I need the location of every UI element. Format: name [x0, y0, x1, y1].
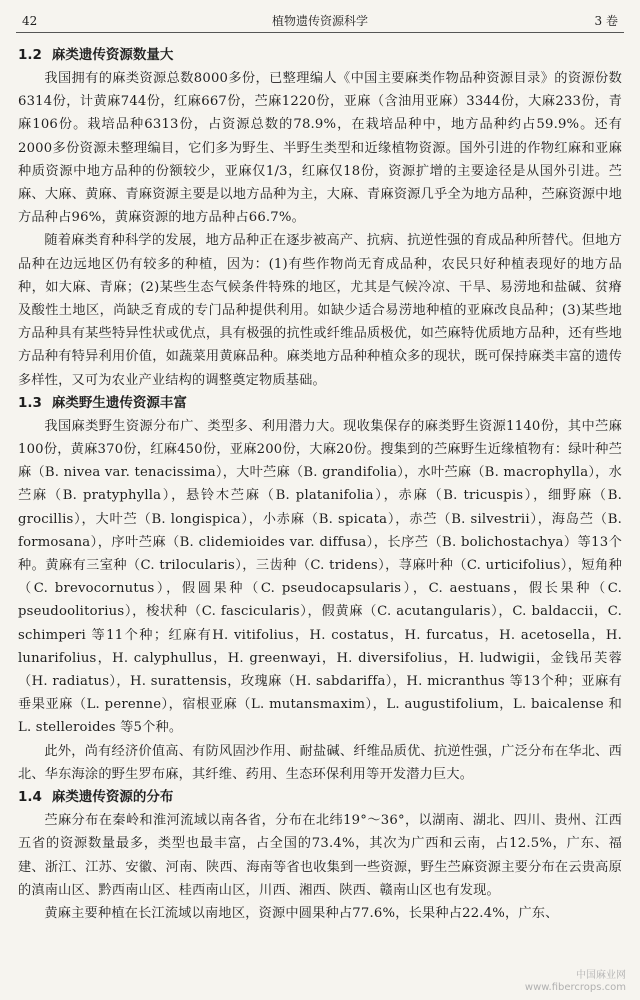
- section-title: 麻类遗传资源的分布: [51, 789, 174, 806]
- section-number: 1.3: [18, 394, 42, 411]
- paragraph: 此外，尚有经济价值高、有防风固沙作用、耐盐碱、纤维品质优、抗逆性强，广泛分布在华北、西北、华东海涂的野生罗布麻，其纤维、药用、生态环保利用等开发潜力巨大。: [18, 743, 622, 782]
- paragraph: 我国拥有的麻类资源总数8000多份，已整理编人《中国主要麻类作物品种资源目录》的资源份数6314份，计黄麻744份，红麻667份，苎麻1220份，亚麻（含油用亚麻）3344份，大麻233份，青麻106份。栽培品种6313份，占资源总数的78.9%，在栽培品种中，地方品种约占59.9%。还有2000多份资源未整理编目，它们多为野生、半野生类型和近缘植物资源。国外引进的作物红麻和亚麻种质资源中地方品种的份额较少，亚麻仅1/3，红麻仅18份，资源扩增的主要途径是从国外引进。苎麻、大麻、黄麻、青麻资源主要是以地方品种为主，大麻、青麻资源几乎全为地方品种，苎麻资源中地方品种占96%，黄麻资源的地方品种占66.7%。: [18, 71, 622, 226]
- page-number: 42: [22, 14, 38, 28]
- article-body: [18, 44, 622, 925]
- paragraph: 我国麻类野生资源分布广、类型多、利用潜力大。现收集保存的麻类野生资源1140份，其中苎麻100份，黄麻370份，红麻450份，亚麻200份，大麻20份。搜集到的苎麻野生近缘植物有：绿叶种苎麻（B. nivea var. tenacissima），大叶苎麻（B. grandifolia），水叶苎麻（B. macrophylla），水苎麻（B. pratyphylla），悬铃木苎麻（B. platanifolia），赤麻（B. tricuspis），细野麻（B. grocillis），大叶苎（B. longispica），小赤麻（B. spicata），赤苎（B. silvestrii），海岛苎（B. formosana），序叶苎麻（B. clidemioides var. diffusa），长序苎（B. bolichostachya）等13个种。黄麻有三室种（C. trilocularis），三齿种（C. tridens），荨麻叶种（C. urticifolius），短角种（C. brevocornutus），假圆果种（C. pseudocapsularis），C. aestuans，假长果种（C. pseudoolitorius），梭状种（C. fascicularis），假黄麻（C. acutangularis），C. baldaccii，C. schimperi 等11个种；红麻有H. vitifolius，H. costatus，H. furcatus，H. acetosella，H. lunarifolius，H. calyphullus，H. greenwayi，H. diversifolius，H. ludwigii，金钱吊芙蓉（H. radiatus），H. surattensis，玫瑰麻（H. sabdariffa），H. micranthus 等13个种；亚麻有垂果亚麻（L. perenne），宿根亚麻（L. mutansmaxim），L. augustifolium，L. baicalense 和 L. stelleroides 等5个种。: [18, 418, 622, 736]
- paragraph: 苎麻分布在秦岭和淮河流域以南各省，分布在北纬19°～36°，以湖南、湖北、四川、贵州、江西五省的资源数量最多，类型也最丰富，占全国的73.4%，其次为广西和云南，占12.5%，广东、福建、浙江、江苏、安徽、河南、陕西、海南等省也收集到一些资源，野生苎麻资源主要分布在云贵高原的滇南山区、黔西南山区、桂西南山区，川西、湘西、陕西、赣南山区也有发现。: [18, 813, 622, 898]
- watermark-name: 中国麻业网: [576, 970, 626, 981]
- watermark-url: www.fibercrops.com: [524, 982, 626, 993]
- section-heading: [18, 44, 622, 67]
- section-number: 1.4: [18, 789, 42, 806]
- watermark: [525, 970, 626, 994]
- journal-title: 植物遗传资源科学: [271, 14, 368, 28]
- section-heading: [18, 392, 622, 415]
- paragraph: 随着麻类育种科学的发展，地方品种正在逐步被高产、抗病、抗逆性强的育成品种所替代。但地方品种在边远地区仍有较多的种植，因为：(1)有些作物尚无育成品种，农民只好种植表现好的地方品种，如大麻、青麻；(2)某些生态气候条件特殊的地区，尤其是气候冷凉、干旱、易涝地和盐碱、贫瘠及酸性土地区，尚缺乏育成的专门品种提供利用。如缺少适合易涝地种植的亚麻改良品种；(3)某些地方品种具有某些特异性状或优点，具有极强的抗性或纤维品质极优，如苎麻特优质地方品种，还有些地方品种有特异利用价值，如蔬菜用黄麻品种。麻类地方品种种植众多的现状，既可保持麻类丰富的遗传多样性，又可为农业产业结构的调整奠定物质基础。: [18, 233, 622, 388]
- section-heading: [18, 786, 622, 809]
- section-number: 1.2: [18, 47, 42, 63]
- section-title: 麻类遗传资源数量大: [51, 47, 174, 63]
- volume-label: 3 卷: [594, 14, 618, 28]
- section-title: 麻类野生遗传资源丰富: [51, 394, 187, 411]
- paragraph: 黄麻主要种植在长江流域以南地区，资源中圆果种占77.6%，长果种占22.4%，广东、: [44, 905, 559, 921]
- page-header: [16, 10, 624, 33]
